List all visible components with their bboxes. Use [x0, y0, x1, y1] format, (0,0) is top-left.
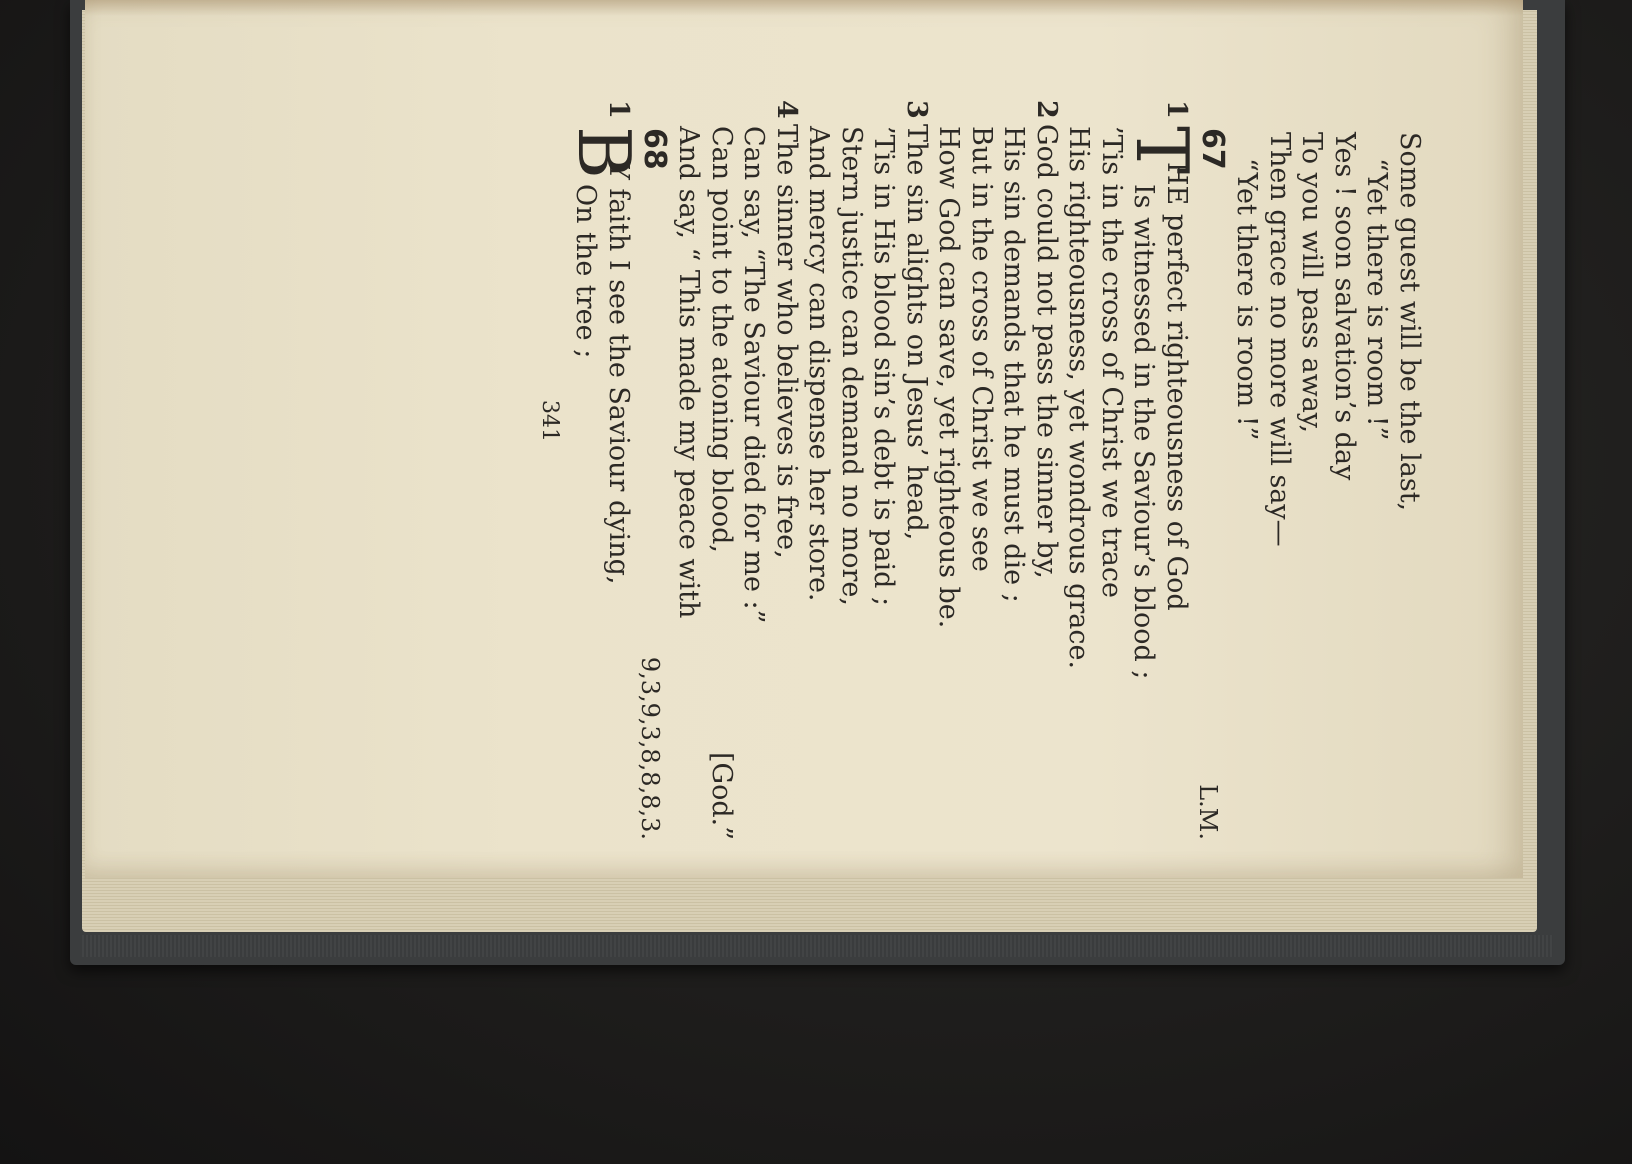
hymn-meter: L.M.	[1194, 784, 1222, 840]
verse-line: ’Tis in His blood sin’s debt is paid ;	[868, 126, 900, 607]
page-text-rotated	[225, 100, 1425, 860]
verse-line	[900, 100, 933, 860]
drop-cap: B	[562, 126, 646, 179]
page-shadow	[85, 0, 1523, 16]
verse-line: Stern justice can demand no more,	[836, 126, 867, 606]
hymn-68-header	[634, 100, 672, 860]
verse-overflow: [God.”	[706, 751, 737, 840]
verse-line: On the tree ;	[570, 184, 602, 359]
verse-line: “Yet there is room !”	[1361, 158, 1393, 441]
verse-text: Y faith I see the Saviour dying,	[603, 162, 634, 585]
verse-line: Can say, “The Saviour died for me :”	[738, 126, 770, 624]
verse-line: But in the cross of Christ we see	[966, 126, 997, 572]
verse-number: 2	[1031, 100, 1062, 119]
verse-line	[705, 100, 738, 860]
verse-line: ’Tis in the cross of Christ we trace	[1096, 126, 1127, 598]
verse-line: Yes ! soon salvation’s day	[1329, 132, 1360, 481]
verse-text: Can point to the atoning blood,	[706, 126, 737, 553]
verse-text: God could not pass the sinner by,	[1031, 124, 1062, 579]
verse-line: Is witnessed in the Saviour’s blood ;	[1128, 184, 1160, 680]
verse-text: HE perfect righteousness of God	[1161, 162, 1192, 611]
verse-text: The sinner who believes is free,	[771, 124, 802, 559]
page-number: 341	[537, 400, 562, 442]
verse-line	[1030, 100, 1063, 860]
hymn-meter: 9,3,9,3,8,8,8,3.	[636, 656, 664, 840]
verse-number: 1	[603, 100, 634, 119]
hymn-number: 67	[1195, 128, 1230, 170]
verse-line: And say, “ This made my peace with	[673, 126, 705, 619]
verse-line: Some guest will be the last,	[1394, 132, 1425, 512]
hymn-number: 68	[637, 128, 672, 170]
drop-cap: T	[1120, 126, 1204, 175]
verse-number: 1	[1161, 100, 1192, 119]
verse-line: His sin demands that he must die ;	[998, 126, 1030, 603]
verse-number: 4	[771, 100, 802, 119]
verse-line: “Yet there is room !”	[1231, 158, 1263, 441]
verse-line: How God can save, yet righteous be.	[933, 126, 965, 629]
verse-line: His righteousness, yet wondrous grace.	[1063, 126, 1095, 670]
verse-line	[770, 100, 803, 860]
verse-line: And mercy can dispense her store.	[803, 126, 835, 602]
verse-line: Then grace no more will say—	[1264, 132, 1295, 547]
verse-line: To you will pass away,	[1296, 132, 1328, 434]
hymn-67-header	[1192, 100, 1230, 860]
verse-text: The sin alights on Jesus’ head,	[901, 124, 932, 541]
verse-number: 3	[901, 100, 932, 119]
